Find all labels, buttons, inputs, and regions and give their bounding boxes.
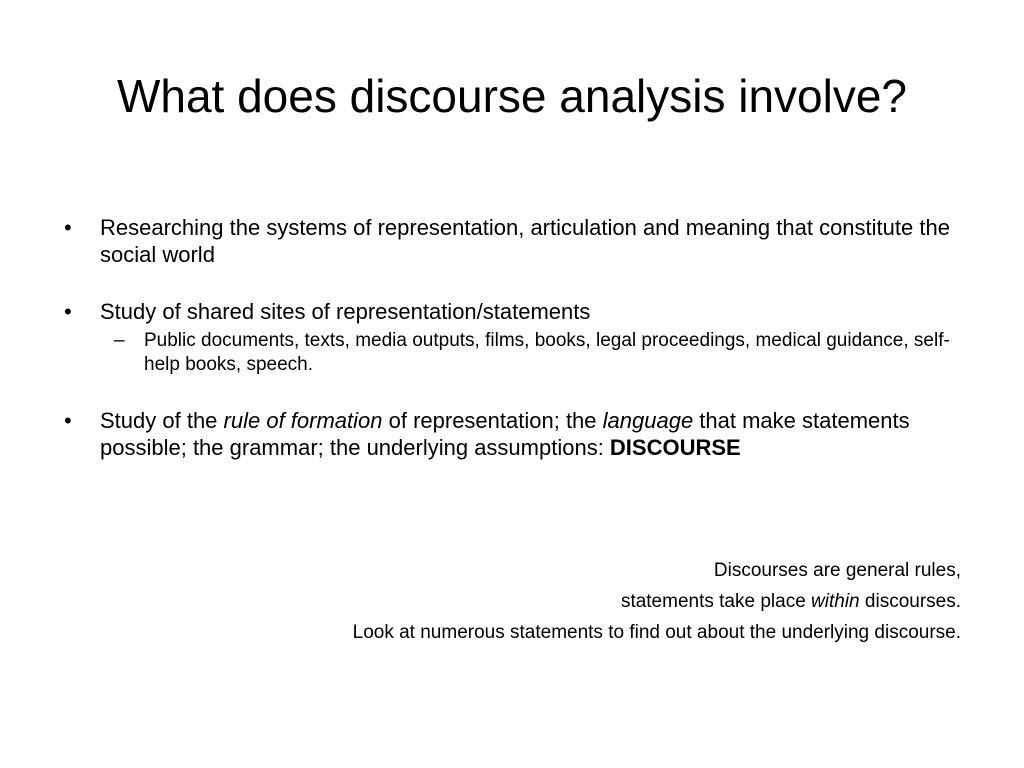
sub-bullet-text: Public documents, texts, media outputs, films, books, legal proceedings, medical guidance, self-help books, speech. bbox=[144, 330, 950, 375]
quote-block bbox=[353, 555, 961, 648]
bullet-text bbox=[100, 408, 910, 460]
emphasis-within: within bbox=[811, 591, 860, 612]
bullet-marker: • bbox=[64, 215, 72, 240]
slide-title: What does discourse analysis involve? bbox=[116, 70, 908, 122]
quote-text: statements take place bbox=[620, 591, 812, 612]
emphasis-rule-of-formation: rule of formation bbox=[223, 408, 383, 433]
bullet-text: Researching the systems of representation, articulation and meaning that constitute the social world bbox=[100, 215, 950, 267]
bullet-item bbox=[64, 214, 964, 268]
bullet-list bbox=[64, 214, 964, 461]
sub-bullet-marker: – bbox=[114, 330, 125, 351]
quote-line: Look at numerous statements to find out about the underlying discourse. bbox=[352, 622, 961, 643]
bullet-item bbox=[64, 407, 964, 461]
bullet-text-part: of representation; the bbox=[382, 408, 603, 433]
quote-text: discourses. bbox=[859, 591, 961, 612]
bullet-text: Study of shared sites of representation/statements bbox=[100, 299, 591, 324]
quote-line: Discourses are general rules, bbox=[713, 560, 961, 581]
bullet-marker: • bbox=[64, 408, 72, 433]
bullet-text-part: that make statements possible; the grammar; the underlying assumptions: bbox=[100, 408, 910, 460]
emphasis-language: language bbox=[602, 408, 694, 433]
sub-bullet-item bbox=[100, 329, 964, 377]
bullet-marker: • bbox=[64, 299, 72, 324]
bullet-text-part: Study of the bbox=[100, 408, 224, 433]
quote-line bbox=[353, 586, 961, 617]
bullet-item bbox=[64, 298, 964, 377]
emphasis-discourse: DISCOURSE bbox=[609, 435, 741, 460]
